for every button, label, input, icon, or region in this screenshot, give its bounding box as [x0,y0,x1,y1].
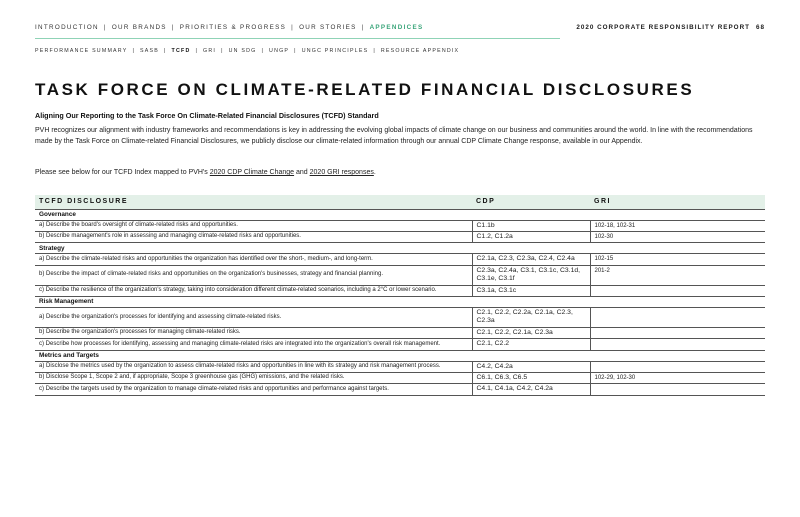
cdp-cell: C2.1, C2.2, C2.2a, C2.1a, C2.3, C2.3a [472,307,590,327]
section-title: Risk Management [35,296,765,307]
disclosure-cell: a) Describe the board's oversight of climate-related risks and opportunities. [35,220,472,231]
gri-cell [590,327,765,338]
table-row [35,285,765,296]
subnav-item-performance-summary[interactable]: PERFORMANCE SUMMARY [35,48,128,54]
cdp-cell: C6.1, C6.3, C6.5 [472,372,590,383]
cdp-cell: C4.2, C4.2a [472,361,590,372]
section-title: Strategy [35,243,765,254]
nav-item-our-brands[interactable]: OUR BRANDS [111,24,167,31]
nav-separator: | [103,24,107,31]
nav-separator: | [291,24,295,31]
header-gri: GRI [590,195,765,209]
subnav-separator: | [373,48,376,54]
subnav-item-un-sdg[interactable]: UN SDG [228,48,257,54]
disclosure-cell: c) Describe the resilience of the organization's strategy, taking into consideration different climate-related scenarios, including a 2°C or lower scenario. [35,285,472,296]
section-row [35,209,765,220]
table-row [35,339,765,350]
cdp-climate-change-link[interactable]: 2020 CDP Climate Change [209,169,295,176]
section-row [35,296,765,307]
table-row [35,384,765,395]
see-prefix: Please see below for our TCFD Index mapped to PVH's [35,169,210,176]
intro-paragraph: PVH recognizes our alignment with industry frameworks and recommendations is key in addressing the evolving global impacts of climate change on our business and communities around the world. In line with the recommendations made by the Task Force on Climate-related Financial Disclosures, we publicly disclose our climate-related information through our annual CDP Climate Change response, available in our Appendix. [35,127,753,145]
nav-separator: | [361,24,365,31]
page-title: TASK FORCE ON CLIMATE-RELATED FINANCIAL DISCLOSURES [35,80,695,99]
disclosure-cell: c) Describe the targets used by the organization to manage climate-related risks and opportunities and performance against targets. [35,384,472,395]
nav-item-priorities-progress[interactable]: PRIORITIES & PROGRESS [179,24,287,31]
gri-responses-link[interactable]: 2020 GRI responses [309,169,374,176]
table-row [35,307,765,327]
disclosure-cell: b) Disclose Scope 1, Scope 2 and, if appropriate, Scope 3 greenhouse gas (GHG) emissions, and the related risks. [35,372,472,383]
section-row [35,350,765,361]
table-row [35,361,765,372]
table-row [35,372,765,383]
table-row [35,254,765,265]
cdp-cell: C2.1, C2.2, C2.1a, C2.3a [472,327,590,338]
cdp-cell: C1.2, C1.2a [472,231,590,242]
subnav-separator: | [221,48,224,54]
gri-cell: 102-29, 102-30 [590,372,765,383]
gri-cell: 102-15 [590,254,765,265]
cdp-cell: C2.1a, C2.3, C2.3a, C2.4, C2.4a [472,254,590,265]
gri-cell [590,285,765,296]
table-row [35,231,765,242]
disclosure-cell: b) Describe management's role in assessing and managing climate-related risks and opportunities. [35,231,472,242]
section-row [35,243,765,254]
cdp-cell: C2.1, C2.2 [472,339,590,350]
gri-cell [590,384,765,395]
table-row [35,327,765,338]
nav-separator: | [171,24,175,31]
section-title: Metrics and Targets [35,350,765,361]
nav-item-our-stories[interactable]: OUR STORIES [299,24,357,31]
header-divider [35,38,560,39]
tcfd-index-table [35,195,765,396]
table-row [35,220,765,231]
subnav-item-gri[interactable]: GRI [203,48,217,54]
section-title: Governance [35,209,765,220]
subnav-item-ungc-principles[interactable]: UNGC PRINCIPLES [301,48,369,54]
nav-item-appendices[interactable]: APPENDICES [369,24,424,31]
appendix-subnavigation [35,48,765,58]
subnav-separator: | [132,48,136,54]
subnav-separator: | [163,48,167,54]
report-title [576,24,765,31]
disclosure-cell: a) Describe the organization's processes for identifying and assessing climate-related risks. [35,307,472,327]
top-navigation [35,24,765,36]
table-row [35,265,765,285]
gri-cell: 102-18, 102-31 [590,220,765,231]
report-title-text: 2020 CORPORATE RESPONSIBILITY REPORT [576,24,750,31]
subnav-separator: | [261,48,265,54]
gri-cell [590,339,765,350]
subnav-separator: | [294,48,297,54]
disclosure-cell: b) Describe the organization's processes for managing climate-related risks. [35,327,472,338]
see-mid: and [294,169,310,176]
cdp-cell: C4.1, C4.1a, C4.2, C4.2a [472,384,590,395]
subnav-item-resource-appendix[interactable]: RESOURCE APPENDIX [380,48,460,54]
gri-cell [590,307,765,327]
subnav-item-sasb[interactable]: SASB [140,48,159,54]
see-below-line [35,169,376,176]
gri-cell: 102-30 [590,231,765,242]
cdp-cell: C1.1b [472,220,590,231]
page-subtitle: Aligning Our Reporting to the Task Force On Climate-Related Financial Disclosures (TCFD) Standard [35,111,379,120]
disclosure-cell: a) Disclose the metrics used by the organization to assess climate-related risks and opportunities in line with its strategy and risk management process. [35,361,472,372]
subnav-item-ungp[interactable]: UNGP [269,48,290,54]
page-number: 68 [755,24,765,31]
disclosure-cell: a) Describe the climate-related risks and opportunities the organization has identified over the short-, medium-, and long-term. [35,254,472,265]
gri-cell: 201-2 [590,265,765,285]
subnav-separator: | [195,48,199,54]
gri-cell [590,361,765,372]
nav-item-introduction[interactable]: INTRODUCTION [35,24,99,31]
header-cdp: CDP [472,195,590,209]
table-header-row [35,195,765,209]
see-suffix: . [373,169,376,176]
disclosure-cell: b) Describe the impact of climate-related risks and opportunities on the organization's businesses, strategy and financial planning. [35,265,472,285]
header-tcfd-disclosure: TCFD DISCLOSURE [35,195,472,209]
cdp-cell: C2.3a, C2.4a, C3.1, C3.1c, C3.1d, C3.1e, C3.1f [472,265,590,285]
disclosure-cell: c) Describe how processes for identifying, assessing and managing climate-related risks are integrated into the organization's overall risk management. [35,339,472,350]
cdp-cell: C3.1a, C3.1c [472,285,590,296]
subnav-item-tcfd[interactable]: TCFD [171,48,191,54]
